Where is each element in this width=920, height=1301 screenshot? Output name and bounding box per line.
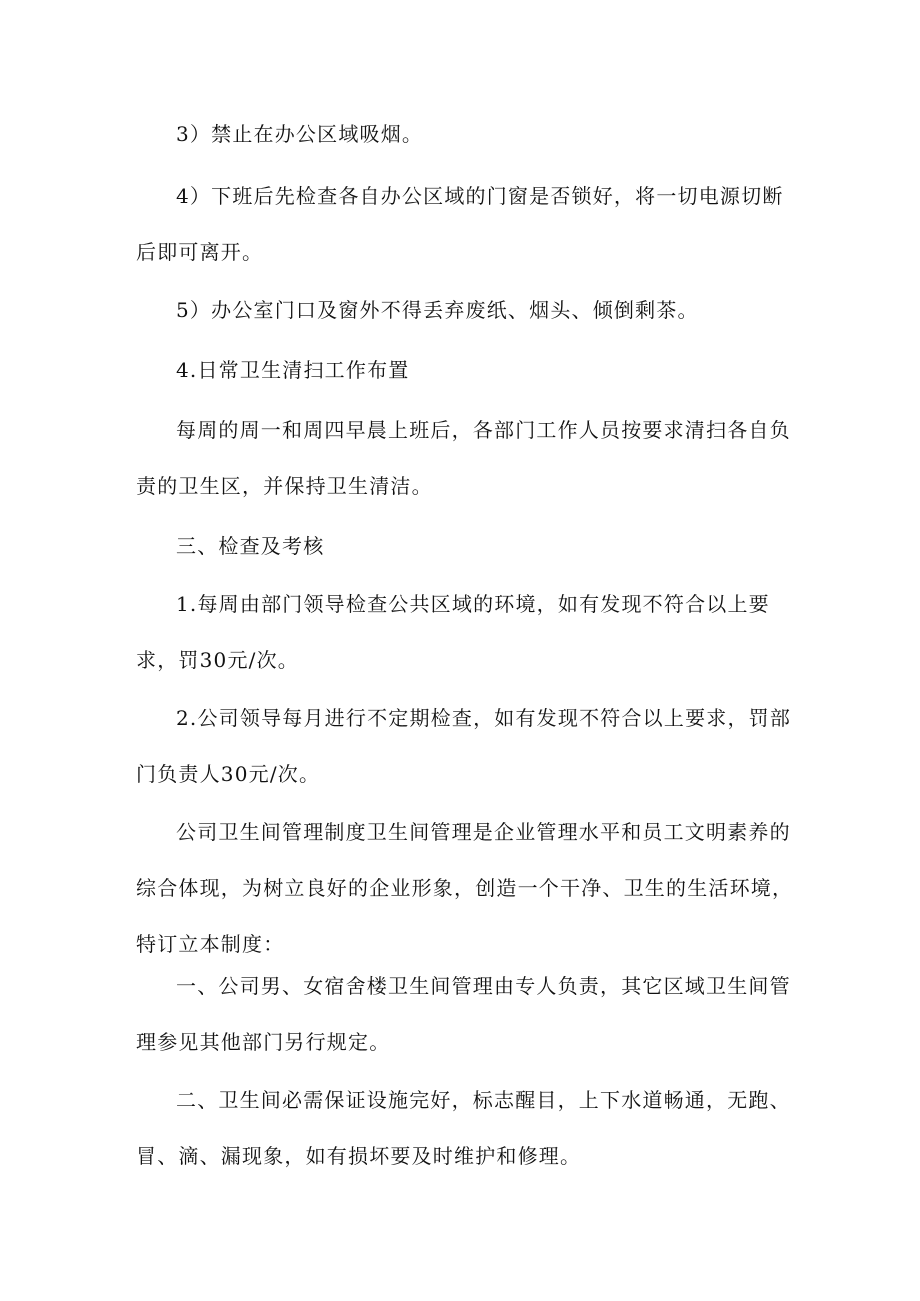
paragraph-lock-doors: 4）下班后先检查各自办公区域的门窗是否锁好，将一切电源切断后即可离开。	[136, 184, 784, 264]
paragraph-cleaning-schedule: 每周的周一和周四早晨上班后，各部门工作人员按要求清扫各自负责的卫生区，并保持卫生清洁。	[136, 418, 791, 498]
section-heading-inspection: 三、检查及考核	[176, 534, 325, 558]
paragraph-restroom-policy-intro: 公司卫生间管理制度卫生间管理是企业管理水平和员工文明素养的综合体现，为树立良好的企业形象，创造一个干净、卫生的生活环境，特订立本制度：	[136, 820, 794, 956]
paragraph-no-littering: 5）办公室门口及窗外不得丢弃废纸、烟头、倾倒剩茶。	[176, 298, 699, 322]
paragraph-company-inspection: 2.公司领导每月进行不定期检查，如有发现不符合以上要求，罚部门负责人30元/次。	[136, 706, 792, 786]
paragraph-no-smoking: 3）禁止在办公区域吸烟。	[176, 122, 424, 146]
paragraph-department-inspection: 1.每周由部门领导检查公共区域的环境，如有发现不符合以上要求，罚30元/次。	[136, 592, 770, 672]
paragraph-restroom-rule-one: 一、公司男、女宿舍楼卫生间管理由专人负责，其它区域卫生间管理参见其他部门另行规定。	[136, 974, 791, 1054]
section-heading-daily-cleaning: 4.日常卫生清扫工作布置	[176, 358, 410, 382]
paragraph-restroom-rule-two: 二、卫生间必需保证设施完好，标志醒目，上下水道畅通，无跑、冒、滴、漏现象，如有损坏要及时维护和修理。	[136, 1088, 791, 1168]
